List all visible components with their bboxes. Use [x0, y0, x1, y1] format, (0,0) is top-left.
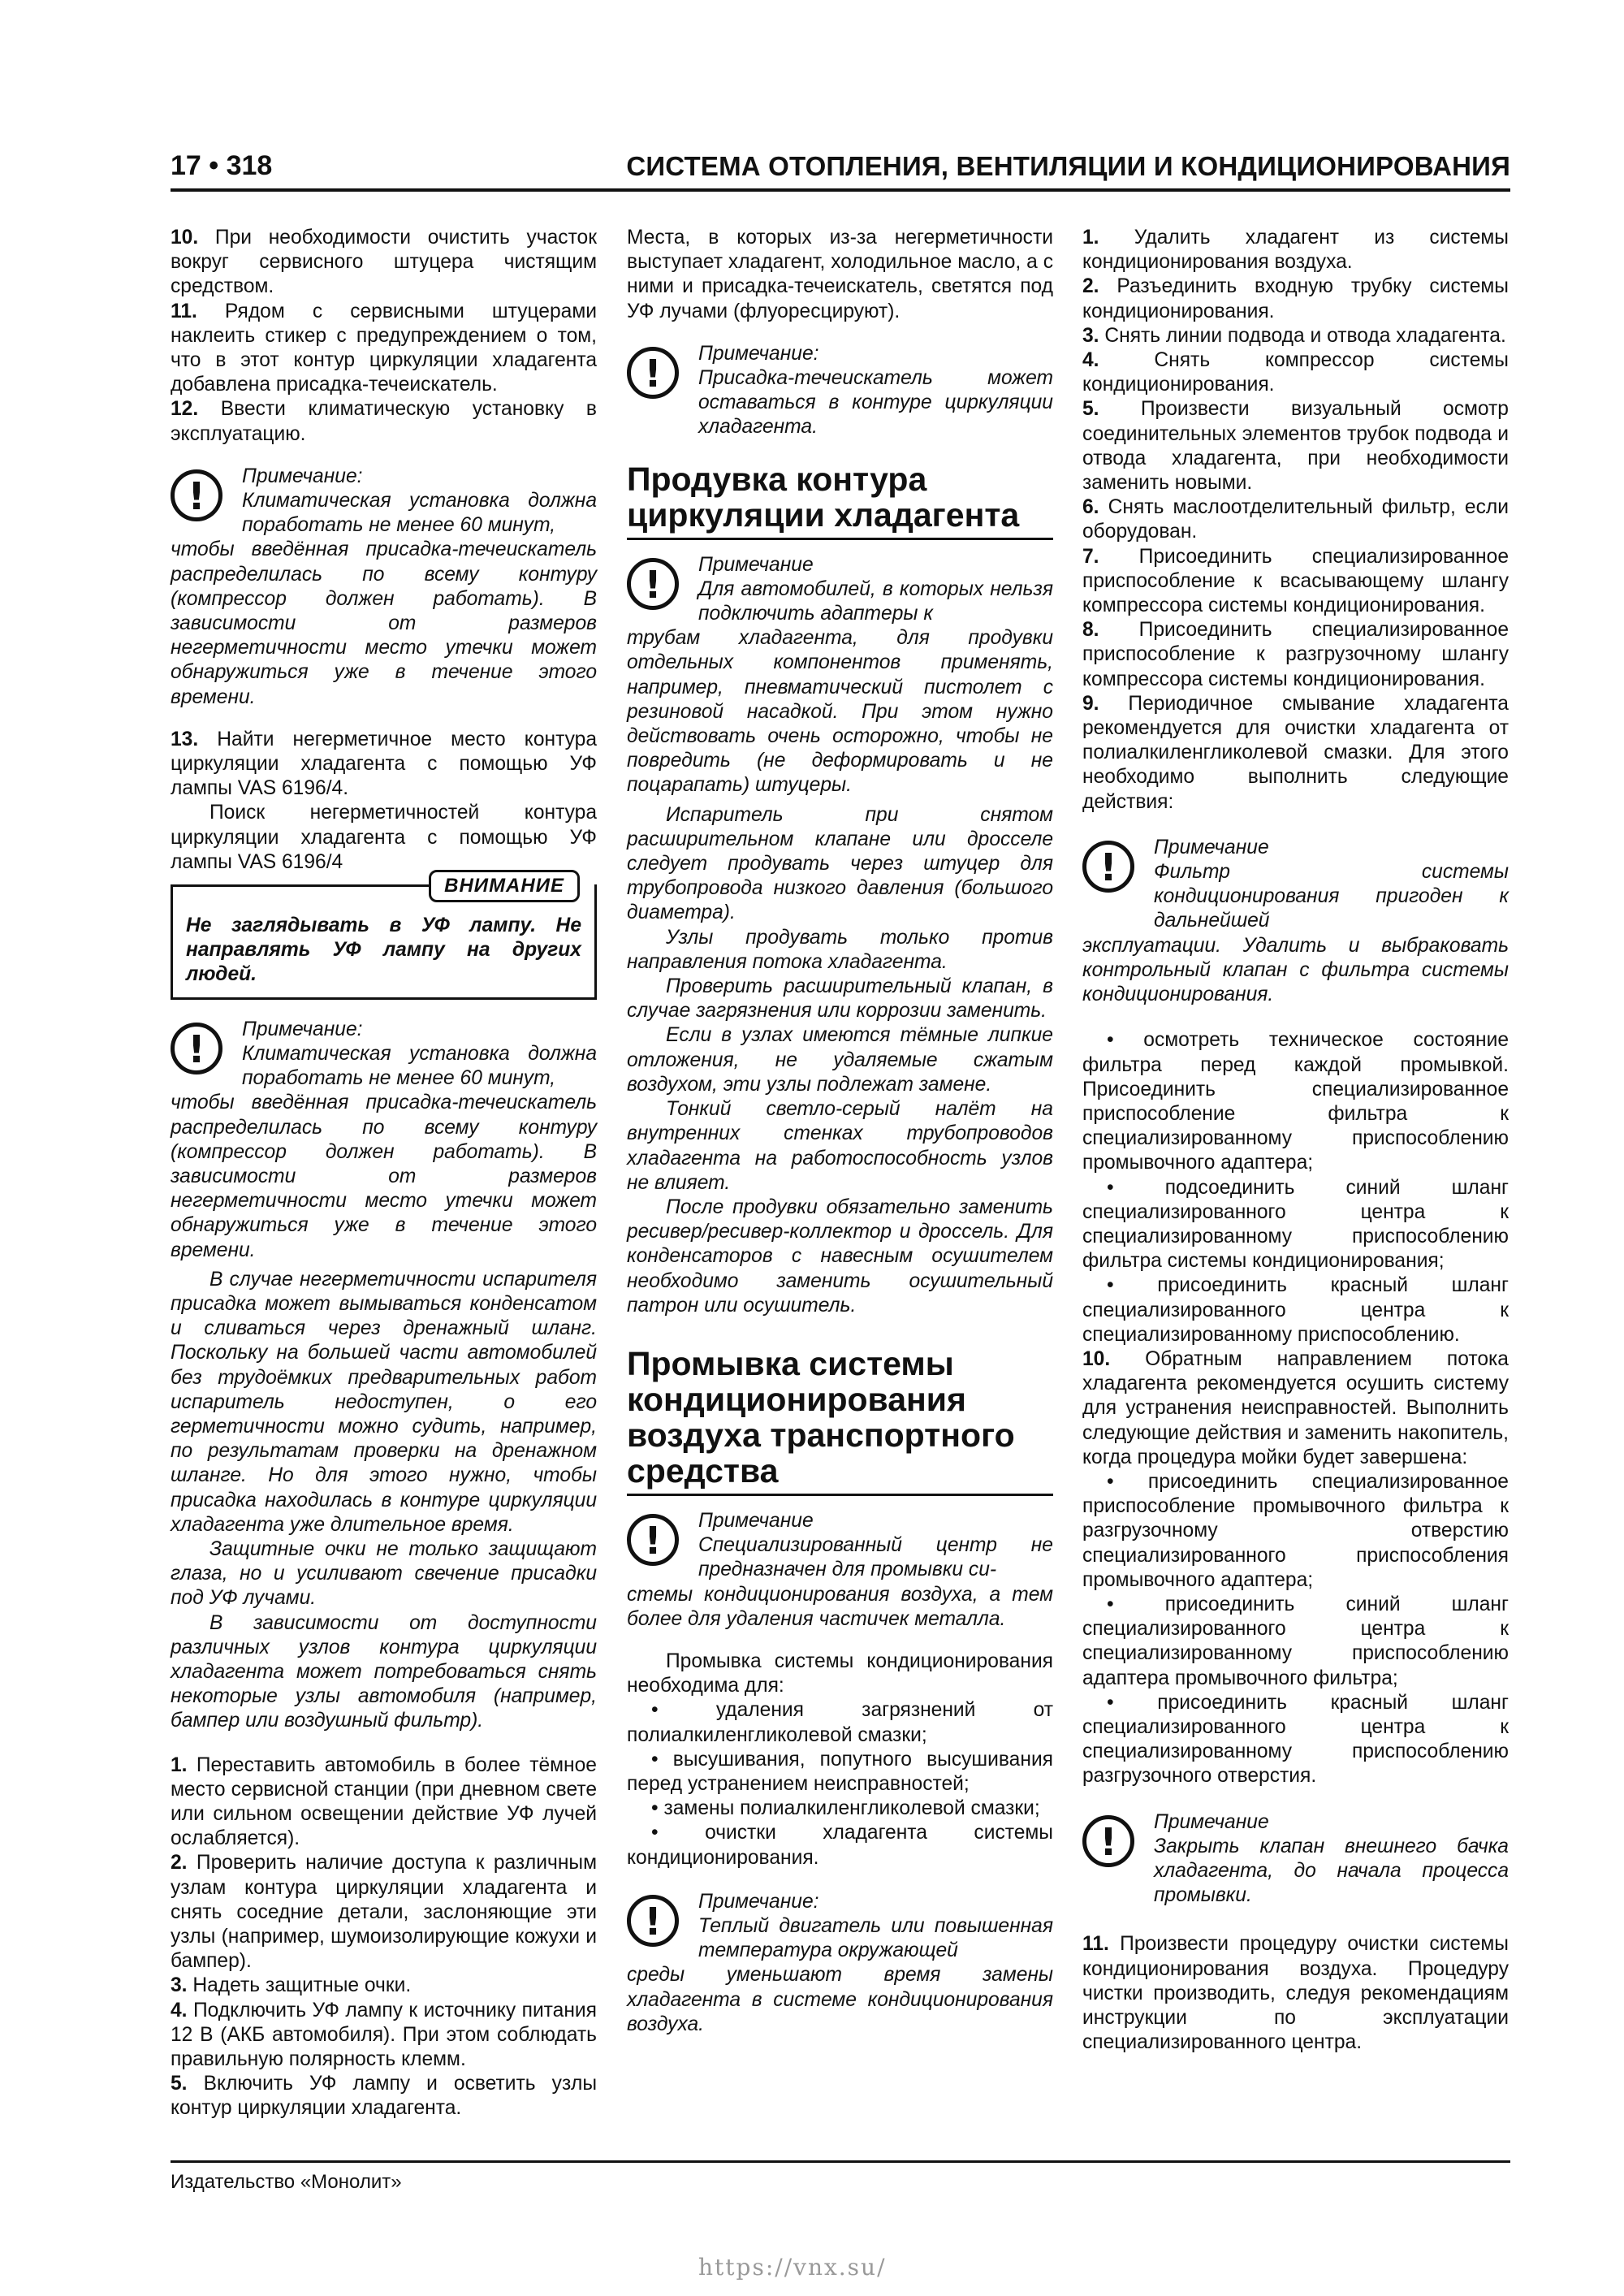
- bullet-item: • присоединить красный шланг специализированного центра к специализированному приспособлению разгрузочного отверстия.: [1082, 1691, 1509, 1788]
- note-text: Фильтр системы кондиционирования пригоден к дальнейшей эксплуатации. Удалить и выбраковать контрольный клапан с фильтра системы кондиционирования.: [1082, 861, 1509, 1006]
- step-list: [171, 1753, 597, 2121]
- exclamation-icon: !: [171, 1023, 222, 1074]
- italic-paragraph: Тонкий светло-серый налёт на внутренних стенках трубопроводов хладагента на работоспособность узлов не влияет.: [627, 1098, 1053, 1194]
- note-label: Примечание:: [698, 1890, 819, 1913]
- italic-paragraph: В случае негерметичности испарителя присадка может вымываться конденсатом и сливаться через дренажный шланг. Поскольку на большей части автомобилей без трудоёмких предварительных работ испаритель недоступен, о его герметичности можно судить, например, по результатам проверки на дренажном шланге. Но для этого нужно, чтобы присадка находилась в контуре циркуляции хладагента уже длительное время.: [171, 1268, 597, 1536]
- column-3: [1082, 226, 1509, 2055]
- note-text: Теплый двигатель или повышенная температура окружающей среды уменьшают время замены хладагента в системе кондиционирования воздуха.: [627, 1914, 1053, 2035]
- exclamation-icon: !: [627, 558, 679, 610]
- note-block: [627, 342, 1053, 440]
- warning-text: Не заглядывать в УФ лампу. Не направлять УФ лампу на других людей.: [186, 915, 581, 986]
- bullet-item: • осмотреть техническое состояние фильтра перед каждой промывкой. Присоединить специализированное приспособление фильтра к специализированному приспособлению промывочного адаптера;: [1082, 1029, 1509, 1174]
- step-10: 10. Обратным направлением потока хладагента рекомендуется осушить систему для устранения неисправностей. Выполнить следующие действия и заменить накопитель, когда процедура мойки будет завершена:: [1082, 1347, 1509, 1468]
- paragraph: Места, в которых из-за негерметичности выступает хладагент, холодильное масло, а с ними и присадка-течеискатель, светятся под УФ лучами (флуоресцируют).: [627, 227, 1053, 322]
- step-list: [1082, 226, 1509, 815]
- note-text: Присадка-течеискатель может оставаться в контуре циркуляции хладагента.: [698, 367, 1053, 439]
- italic-paragraph: После продувки обязательно заменить ресивер/ресивер-коллектор и дроссель. Для конденсаторов с навесным осушителем необходимо заменить осушительный патрон или осушитель.: [627, 1196, 1053, 1317]
- bullet-item: • высушивания, попутного высушивания перед устранением неисправностей;: [627, 1748, 1053, 1795]
- exclamation-icon: !: [171, 469, 222, 521]
- italic-paragraph: Узлы продувать только против направления потока хладагента.: [627, 926, 1053, 973]
- bullet-item: • присоединить синий шланг специализированного центра к специализированному приспособлению адаптера промывочного фильтра;: [1082, 1593, 1509, 1689]
- note-text: Климатическая установка должна поработать не менее 60 минут, чтобы введённая присадка-течеискатель распределилась по всему контуру (компрессор должен работать). В зависимости от размеров негерметичности место утечки может обнаружиться уже в течение этого времени.: [171, 1042, 597, 1261]
- bullet-item: • присоединить специализированное приспособление промывочного фильтра к разгрузочному отверстию специализированного приспособления промывочного адаптера;: [1082, 1470, 1509, 1591]
- italic-paragraph: В зависимости от доступности различных узлов контура циркуляции хладагента может потребоваться снять некоторые узлы автомобиля (например, бампер или воздушный фильтр).: [171, 1611, 597, 1732]
- note-label: Примечание: [1154, 836, 1269, 858]
- chapter-title: СИСТЕМА ОТОПЛЕНИЯ, ВЕНТИЛЯЦИИ И КОНДИЦИОНИРОВАНИЯ: [626, 151, 1510, 181]
- bullet-list: [1082, 1470, 1509, 1789]
- italic-paragraph: Проверить расширительный клапан, в случае загрязнения или коррозии заменить.: [627, 975, 1053, 1023]
- note-block: [1082, 836, 1509, 1007]
- bullet-item: • очистки хладагента системы кондиционирования.: [627, 1822, 1053, 1869]
- page-header: [171, 146, 1510, 192]
- column-2: [627, 226, 1053, 2055]
- exclamation-icon: !: [1082, 1815, 1134, 1867]
- section-heading: Промывка системы кондиционирования воздуха транспортного средства: [627, 1346, 1053, 1496]
- step-item: 1. Переставить автомобиль в более тёмное место сервисной станции (при дневном свете или сильном освещении действие УФ лучей ослабляется).: [171, 1753, 597, 1850]
- note-block: [1082, 1810, 1509, 1909]
- step-11: 11. Произвести процедуру очистки системы кондиционирования воздуха. Процедуру чистки производить, следуя рекомендациям инструкции по эксплуатации специализированного центра.: [1082, 1933, 1509, 2054]
- note-label: Примечание: [698, 1509, 814, 1532]
- step-item: 7. Присоединить специализированное приспособление к всасывающему шлангу компрессора системы кондиционирования.: [1082, 545, 1509, 617]
- publisher: Издательство «Монолит»: [171, 2171, 402, 2193]
- step-item: 2. Проверить наличие доступа к различным узлам контура циркуляции хладагента и снять соседние детали, заслоняющие эти узлы (например, шумоизолирующие кожухи и бампер).: [171, 1852, 597, 1973]
- italic-paragraph: Защитные очки не только защищают глаза, но и усиливают свечение присадки под УФ лучами.: [171, 1537, 597, 1610]
- step-13: 13. Найти негерметичное место контура циркуляции хладагента с помощью УФ лампы VAS 6196/4.: [171, 728, 597, 800]
- bullet-item: • замены полиалкиленгликолевой смазки;: [651, 1797, 1040, 1820]
- step-item: 3. Снять линии подвода и отвода хладагента.: [1082, 324, 1506, 347]
- note-block: [627, 553, 1053, 798]
- bullet-item: • присоединить красный шланг специализированного центра к специализированному приспособлению.: [1082, 1274, 1509, 1346]
- note-label: Примечание:: [242, 1018, 363, 1040]
- paragraph: Промывка системы кондиционирования необходима для:: [627, 1650, 1053, 1697]
- step-item: 2. Разъединить входную трубку системы кондиционирования.: [1082, 275, 1509, 322]
- note-text: Климатическая установка должна поработать не менее 60 минут, чтобы введённая присадка-течеискатель распределилась по всему контуру (компрессор должен работать). В зависимости от размеров негерметичности место утечки может обнаружиться уже в течение этого времени.: [171, 490, 597, 708]
- subheading: Поиск негерметичностей контура циркуляции хладагента с помощью УФ лампы VAS 6196/4: [171, 802, 597, 873]
- step-item: 1. Удалить хладагент из системы кондиционирования воздуха.: [1082, 227, 1509, 274]
- column-1: [171, 226, 597, 2121]
- note-text: Специализированный центр не предназначен для промывки си- стемы кондиционирования воздуха, а тем более для удаления частичек металла.: [627, 1534, 1053, 1630]
- step-item: 5. Включить УФ лампу и осветить узлы контур циркуляции хладагента.: [171, 2073, 597, 2120]
- step-12: 12. Ввести климатическую установку в эксплуатацию.: [171, 398, 597, 445]
- exclamation-icon: !: [627, 1514, 679, 1566]
- watermark-url[interactable]: https://vnx.su/: [698, 2254, 887, 2281]
- warning-tag: ВНИМАНИЕ: [429, 870, 580, 902]
- exclamation-icon: !: [627, 347, 679, 399]
- note-block: [171, 1018, 597, 1263]
- step-item: 4. Подключить УФ лампу к источнику питания 12 В (АКБ автомобиля). При этом соблюдать правильную полярность клемм.: [171, 1999, 597, 2071]
- step-item: 6. Снять маслоотделительный фильтр, если оборудован.: [1082, 496, 1509, 543]
- exclamation-icon: !: [1082, 841, 1134, 893]
- note-text: Для автомобилей, в которых нельзя подключить адаптеры к трубам хладагента, для продувки отдельных компонентов применять, например, пневматический пистолет с резиновой насадкой. При этом нужно действовать очень осторожно, чтобы не повредить (не деформировать и не поцарапать) штуцеры.: [627, 577, 1053, 797]
- note-block: [171, 465, 597, 710]
- bullet-item: • подсоединить синий шланг специализированного центра к специализированному приспособлению фильтра системы кондиционирования;: [1082, 1176, 1509, 1273]
- step-item: 4. Снять компрессор системы кондиционирования.: [1082, 349, 1509, 396]
- step-11: 11. Рядом с сервисными штуцерами наклеить стикер с предупреждением о том, что в этот контур циркуляции хладагента добавлена присадка-течеискатель.: [171, 300, 597, 396]
- exclamation-icon: !: [627, 1895, 679, 1947]
- note-label: Примечание: [698, 553, 814, 576]
- page-footer: [171, 2160, 1510, 2194]
- italic-paragraph: Испаритель при снятом расширительном клапане или дросселе следует продувать через штуцер для трубопровода низкого давления (большого диаметра).: [627, 803, 1053, 924]
- section-heading: Продувка контура циркуляции хладагента: [627, 461, 1053, 540]
- note-label: Примечание:: [242, 465, 363, 487]
- step-item: 8. Присоединить специализированное приспособление к разгрузочному шлангу компрессора системы кондиционирования.: [1082, 619, 1509, 690]
- page-number: 17 • 318: [171, 150, 273, 181]
- step-item: 9. Периодичное смывание хладагента рекомендуется для очистки хладагента от полиалкиленгликолевой смазки. Для этого необходимо выполнить следующие действия:: [1082, 692, 1509, 813]
- note-label: Примечание:: [698, 342, 819, 365]
- bullet-list: [1082, 1028, 1509, 1347]
- step-10: 10. При необходимости очистить участок вокруг сервисного штуцера чистящим средством.: [171, 227, 597, 298]
- note-block: [627, 1890, 1053, 2037]
- warning-box: [171, 875, 597, 1000]
- note-block: [627, 1509, 1053, 1632]
- note-label: Примечание: [1154, 1810, 1269, 1833]
- bullet-item: • удаления загрязнений от полиалкиленгликолевой смазки;: [627, 1699, 1053, 1746]
- bullet-list: [627, 1698, 1053, 1870]
- note-text: Закрыть клапан внешнего бачка хладагента, до начала процесса промывки.: [1154, 1835, 1509, 1907]
- italic-paragraph: Если в узлах имеются тёмные липкие отложения, не удаляемые сжатым воздухом, эти узлы подлежат замене.: [627, 1024, 1053, 1096]
- step-item: 5. Произвести визуальный осмотр соединительных элементов трубок подвода и отвода хладагента, при необходимости заменить новыми.: [1082, 398, 1509, 495]
- step-item: 3. Надеть защитные очки.: [171, 1974, 412, 1997]
